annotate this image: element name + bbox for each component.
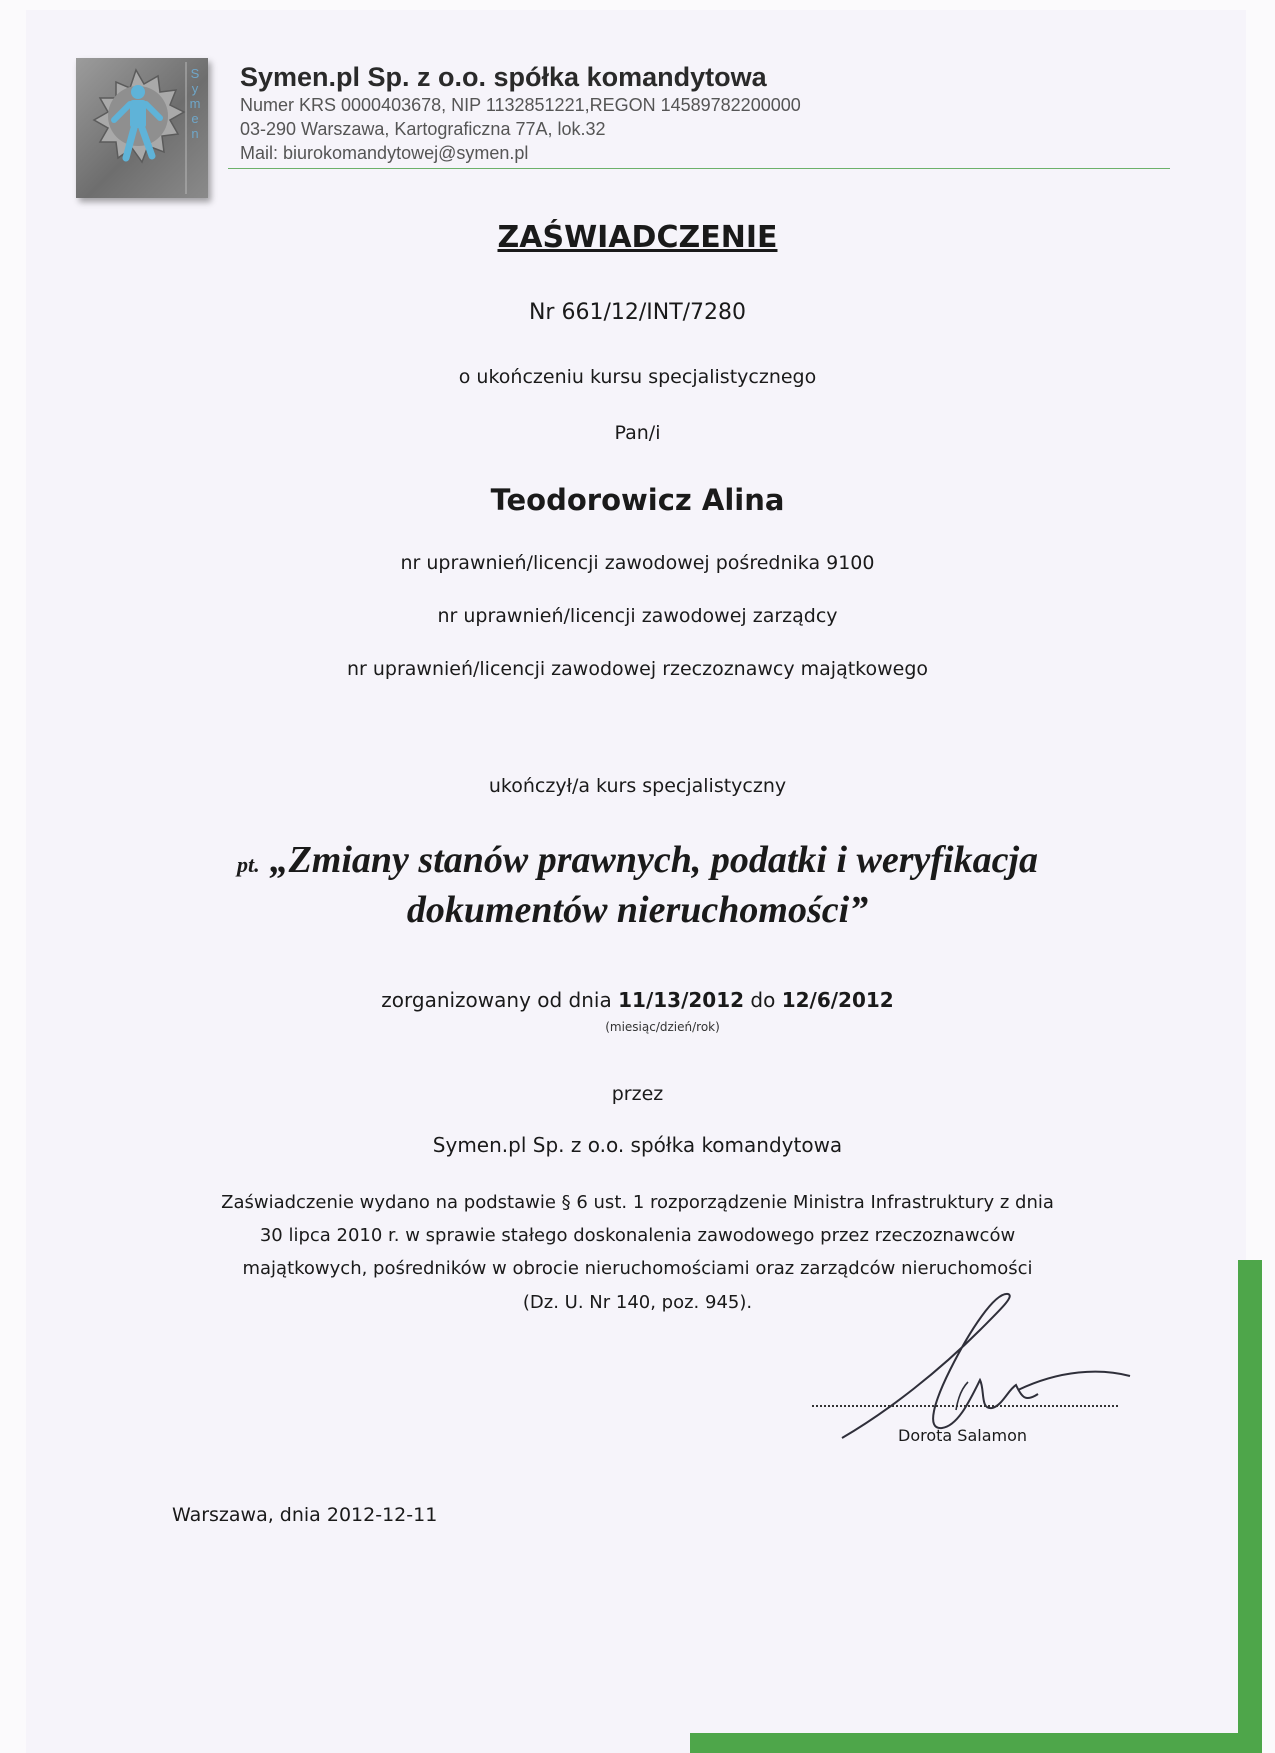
green-border-bottom	[690, 1733, 1262, 1753]
company-mail: Mail: biurokomandytowej@symen.pl	[240, 143, 529, 163]
company-logo	[76, 58, 208, 198]
finished-statement: ukończył/a kurs specjalistyczny	[488, 775, 787, 797]
date-format-note: (miesiąc/dzień/rok)	[605, 1020, 720, 1034]
company-registry: Numer KRS 0000403678, NIP 1132851221,REGON 14589782200000	[240, 95, 801, 115]
green-border-right	[1238, 1260, 1262, 1753]
legal-basis-line4: (Dz. U. Nr 140, poz. 945).	[522, 1292, 753, 1313]
organized-mid: do	[750, 988, 776, 1012]
course-title-line2: dokumentów nieruchomości”	[406, 889, 869, 931]
date-from: 11/13/2012	[618, 988, 745, 1012]
company-name: Symen.pl Sp. z o.o. spółka komandytowa	[240, 62, 767, 92]
course-title-line1	[0, 835, 1275, 890]
addressee-label: Pan/i	[614, 422, 661, 444]
legal-basis-line2: 30 lipca 2010 r. w sprawie stałego doskonalenia zawodowego przez rzeczoznawców	[259, 1225, 1016, 1246]
signature-line	[812, 1405, 1118, 1407]
organized-prefix: zorganizowany od dnia	[381, 988, 612, 1012]
place-and-date: Warszawa, dnia 2012-12-11	[172, 1504, 438, 1526]
license-broker: nr uprawnień/licencji zawodowej pośrednika 9100	[400, 552, 875, 574]
organized-dates	[0, 988, 1275, 1012]
license-appraiser: nr uprawnień/licencji zawodowej rzeczoznawcy majątkowego	[346, 658, 929, 680]
license-manager: nr uprawnień/licencji zawodowej zarządcy	[437, 605, 838, 627]
signer-name: Dorota Salamon	[898, 1426, 1028, 1445]
recipient-name: Teodorowicz Alina	[490, 483, 785, 517]
company-address: 03-290 Warszawa, Kartograficzna 77A, lok.32	[240, 119, 606, 139]
course-prefix: pt.	[236, 852, 260, 877]
certificate-subject: o ukończeniu kursu specjalistycznego	[458, 366, 817, 388]
by-label: przez	[611, 1083, 664, 1105]
certificate-number: Nr 661/12/INT/7280	[528, 300, 747, 325]
date-to: 12/6/2012	[781, 988, 894, 1012]
legal-basis-line1: Zaświadczenie wydano na podstawie § 6 ust. 1 rozporządzenie Ministra Infrastruktury z dnia	[221, 1192, 1054, 1213]
organizer-name: Symen.pl Sp. z o.o. spółka komandytowa	[432, 1133, 843, 1157]
legal-basis-line3: majątkowych, pośredników w obrocie nieruchomościami oraz zarządców nieruchomości	[242, 1258, 1033, 1279]
course-title-text1: „Zmiany stanów prawnych, podatki i weryfikacja	[269, 839, 1039, 881]
logo-vertical-text: Symen	[189, 66, 201, 141]
header-divider	[228, 168, 1170, 169]
certificate-title: ZAŚWIADCZENIE	[497, 220, 778, 255]
